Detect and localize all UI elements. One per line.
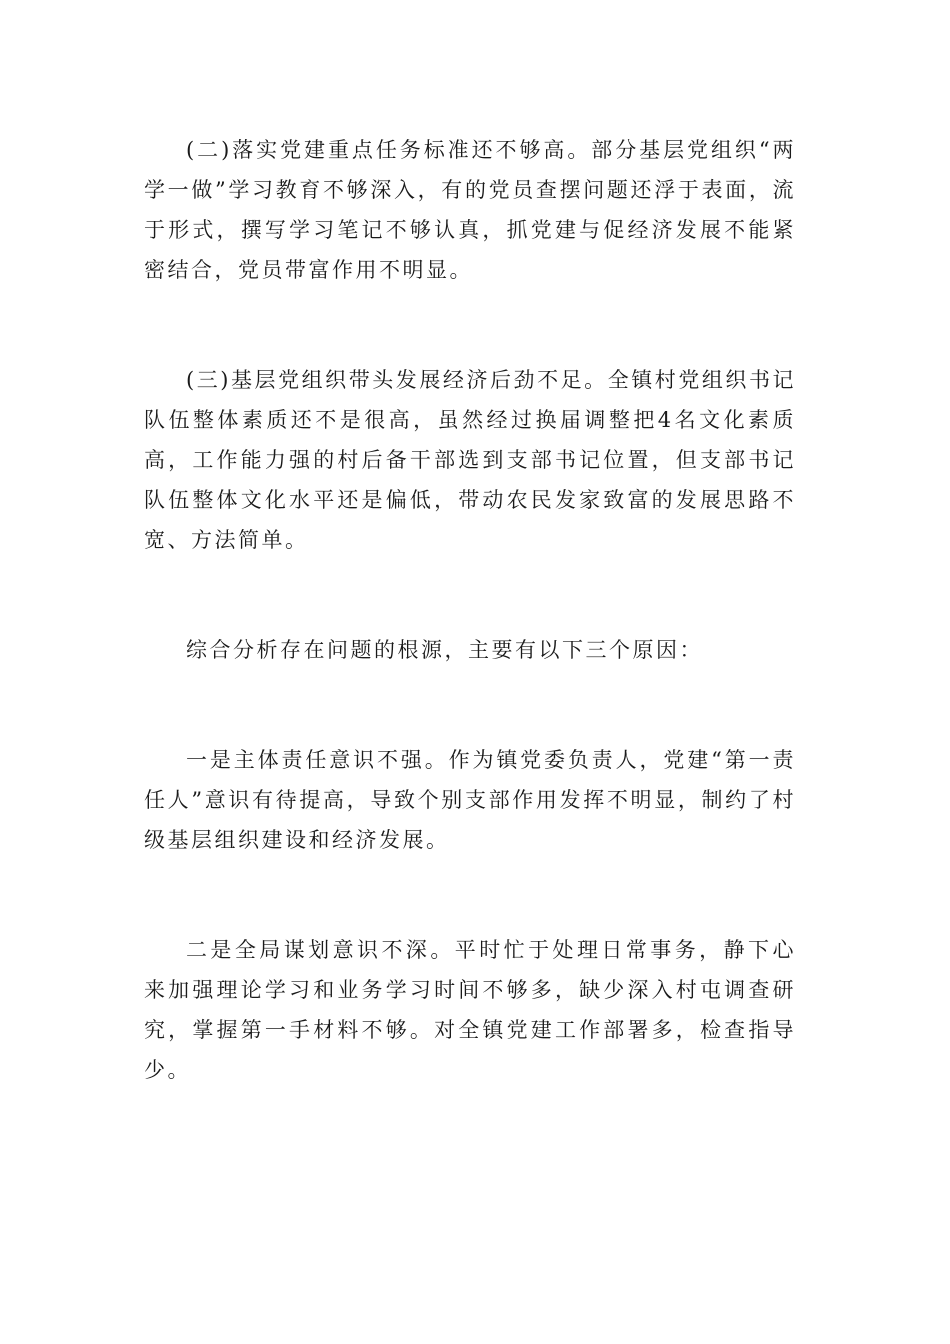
paragraph-task-standards: (二)落实党建重点任务标准还不够高。部分基层党组织“两学一做”学习教育不够深入，有的党员查摆问题还浮于表面，流于形式，撰写学习笔记不够认真，抓党建与促经济发展不能紧密结合，党员带富作用不明显。 bbox=[144, 138, 796, 282]
paragraph-economic-development: (三)基层党组织带头发展经济后劲不足。全镇村党组织书记队伍整体素质还不是很高，虽然经过换届调整把4名文化素质高，工作能力强的村后备干部选到支部书记位置，但支部书记队伍整体文化水平还是偏低，带动农民发家致富的发展思路不宽、方法简单。 bbox=[144, 368, 796, 552]
paragraph-responsibility-awareness: 一是主体责任意识不强。作为镇党委负责人，党建“第一责任人”意识有待提高，导致个别支部作用发挥不明显，制约了村级基层组织建设和经济发展。 bbox=[144, 748, 796, 852]
document-body bbox=[144, 130, 796, 1090]
paragraph-planning-awareness: 二是全局谋划意识不深。平时忙于处理日常事务，静下心来加强理论学习和业务学习时间不够多，缺少深入村屯调查研究，掌握第一手材料不够。对全镇党建工作部署多，检查指导少。 bbox=[144, 938, 796, 1082]
paragraph-root-cause-summary: 综合分析存在问题的根源，主要有以下三个原因： bbox=[186, 638, 703, 662]
